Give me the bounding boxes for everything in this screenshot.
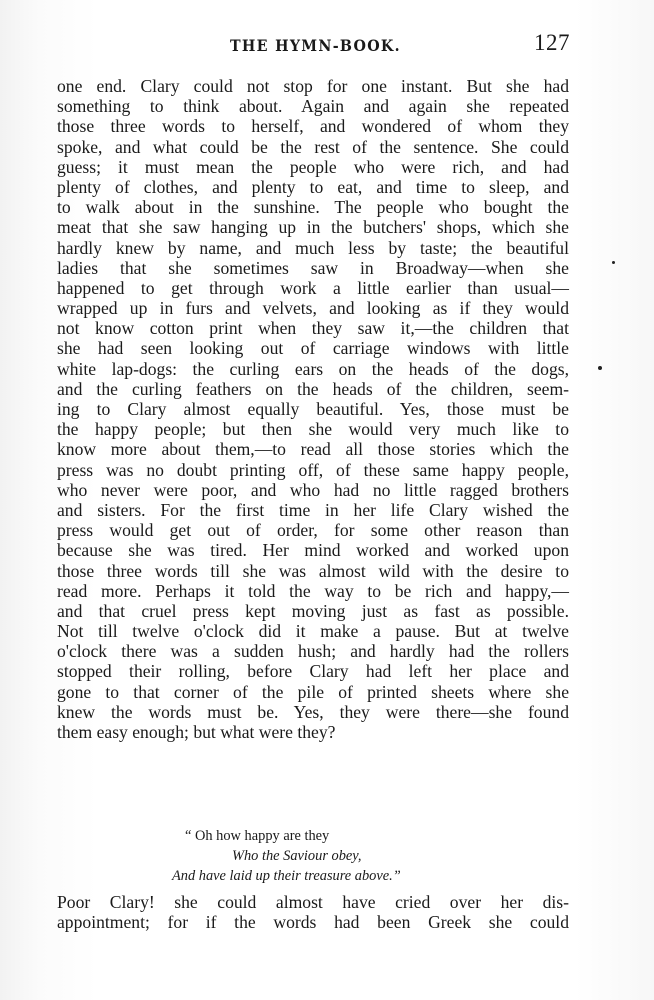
text-line: and the curling feathers on the heads of the children, seem-: [57, 378, 569, 399]
text-line: wrapped up in furs and velvets, and looking as if they would: [57, 298, 569, 319]
text-line: meat that she saw hanging up in the butchers' shops, which she: [57, 217, 569, 238]
text-line: not know cotton print when they saw it,—the children that: [57, 318, 569, 339]
text-line: spoke, and what could be the rest of the sentence. She could: [57, 136, 569, 157]
hymn-verse: [0, 826, 654, 886]
text-line: those three words to herself, and wondered of whom they: [57, 116, 569, 137]
body-paragraph: [57, 76, 569, 742]
text-line: the happy people; but then she would very much like to: [57, 419, 569, 440]
verse-line: Who the Saviour obey,: [232, 848, 362, 864]
text-line: gone to that corner of the pile of printed sheets where she: [57, 681, 569, 702]
running-head-title: THE HYMN-BOOK.: [230, 36, 401, 55]
text-line last-line: them easy enough; but what were they?: [57, 722, 336, 742]
page-number: 127: [534, 30, 570, 55]
text-line: to walk about in the sunshine. The people who bought the: [57, 197, 569, 218]
verse-line: And have laid up their treasure above.”: [172, 868, 401, 884]
text-line: knew the words must be. Yes, they were there—she found: [57, 701, 569, 722]
text-line: o'clock there was a sudden hush; and hardly had the rollers: [57, 641, 569, 662]
text-line: those three words till she was almost wild with the desire to: [57, 560, 569, 581]
verse-line: “ Oh how happy are they: [185, 828, 330, 844]
text-line: appointment; for if the words had been Greek she could: [57, 912, 569, 933]
text-line: plenty of clothes, and plenty to eat, and time to sleep, and: [57, 176, 569, 197]
text-line: read more. Perhaps it told the way to be rich and happy,—: [57, 580, 569, 601]
text-line: ladies that she sometimes saw in Broadway—when she: [57, 257, 569, 278]
text-line: one end. Clary could not stop for one instant. But she had: [57, 76, 569, 96]
text-line: who never were poor, and who had no little ragged brothers: [57, 479, 569, 500]
running-head: [0, 30, 654, 58]
print-speck: [598, 366, 602, 370]
text-line: and sisters. For the first time in her life Clary wished the: [57, 499, 569, 520]
text-line: stopped their rolling, before Clary had left her place and: [57, 661, 569, 682]
following-paragraph: [57, 892, 569, 932]
text-line: white lap-dogs: the curling ears on the heads of the dogs,: [57, 358, 569, 379]
text-line: ing to Clary almost equally beautiful. Yes, those must be: [57, 399, 569, 419]
text-line: know more about them,—to read all those stories which the: [57, 439, 569, 460]
text-line: happened to get through work a little earlier than usual—: [57, 277, 569, 298]
text-line: she had seen looking out of carriage windows with little: [57, 338, 569, 359]
text-line: because she was tired. Her mind worked and worked upon: [57, 540, 569, 561]
print-speck: [612, 261, 615, 264]
text-line: and that cruel press kept moving just as fast as possible.: [57, 600, 569, 621]
text-line: hardly knew by name, and much less by taste; the beautiful: [57, 237, 569, 258]
text-line: press was no doubt printing off, of these same happy people,: [57, 459, 569, 480]
text-line: guess; it must mean the people who were rich, and had: [57, 156, 569, 177]
text-line: press would get out of order, for some other reason than: [57, 520, 569, 541]
text-line: Poor Clary! she could almost have cried over her dis-: [57, 892, 569, 912]
text-line: something to think about. Again and again she repeated: [57, 96, 569, 117]
text-line: Not till twelve o'clock did it make a pause. But at twelve: [57, 621, 569, 642]
